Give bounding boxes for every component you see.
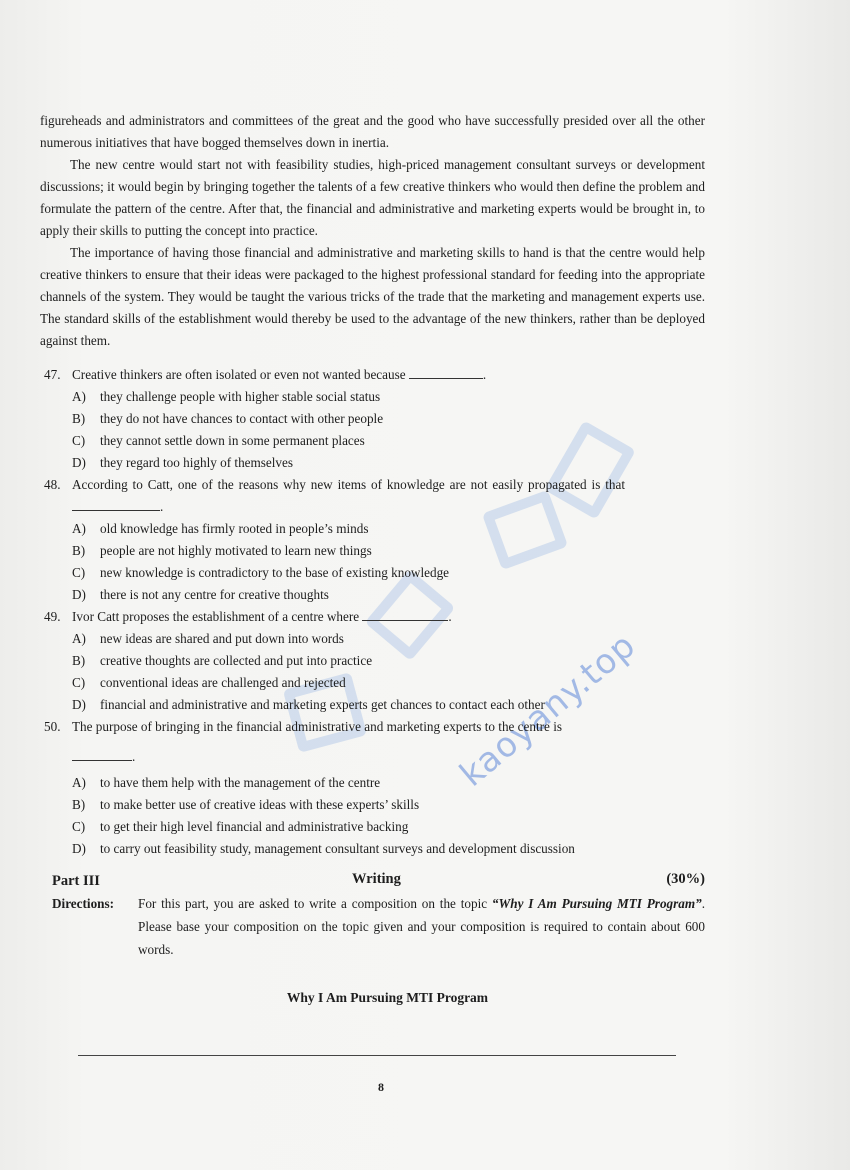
part-label: Part III [52, 873, 100, 889]
reading-passage [40, 110, 705, 352]
option-d: D) to carry out feasibility study, management consultant surveys and development discussion [72, 841, 575, 856]
answer-blank [72, 746, 132, 761]
option-a: A) they challenge people with higher stable social status [72, 389, 381, 404]
question-stem: 48. According to Catt, one of the reasons why new items of knowledge are not easily propagated is that . [40, 474, 705, 518]
passage-paragraph: figureheads and administrators and committees of the great and the good who have successfully presided over all the other numerous initiatives that have bogged themselves down in inertia. [40, 113, 705, 150]
option-b: B) they do not have chances to contact with other people [72, 411, 384, 426]
section-title: Writing [352, 871, 401, 887]
option-b: B) creative thoughts are collected and put into practice [72, 653, 373, 668]
option-b: B) people are not highly motivated to learn new things [72, 543, 372, 558]
page-number: 8 [378, 1080, 384, 1094]
directions: Directions: For this part, you are asked to write a composition on the topic “Why I Am Pursuing MTI Program”. Please base your composition on the topic given and your composition is required to contain about 600 words. [52, 896, 706, 957]
answer-blank [409, 364, 483, 379]
question-stem: 50. The purpose of bringing in the financial administrative and marketing experts to the centre is . [40, 716, 705, 768]
option-d: D) there is not any centre for creative thoughts [72, 587, 329, 602]
question-number: 47. [44, 367, 61, 382]
question-50 [40, 716, 705, 860]
option-c: C) conventional ideas are challenged and rejected [72, 675, 346, 690]
question-stem: 49. Ivor Catt proposes the establishment of a centre where . [40, 606, 705, 628]
part-header [40, 868, 705, 892]
passage-paragraph: The new centre would start not with feasibility studies, high-priced management consultant surveys or development discussions; it would begin by bringing together the talents of a few creative thinkers who would then define the problem and formulate the pattern of the centre. After that, the financial and administrative and marketing experts would be brought in, to apply their skills to putting the concept into practice. [40, 157, 705, 238]
question-number: 50. [44, 719, 61, 734]
option-b: B) to make better use of creative ideas with these experts’ skills [72, 797, 420, 812]
page-content [40, 110, 705, 1009]
question-49 [40, 606, 705, 716]
question-48 [40, 474, 705, 606]
composition-title: Why I Am Pursuing MTI Program [286, 990, 489, 1005]
passage-paragraph: The importance of having those financial and administrative and marketing skills to hand is that the centre would help creative thinkers to ensure that their ideas were packaged to the highest professional standard for feeding into the appropriate channels of the system. They would be taught the various tricks of the trade that the marketing and management experts use. The standard skills of the establishment would thereby be used to the advantage of the new thinkers, rather than be deployed against them. [40, 245, 705, 348]
option-a: A) old knowledge has firmly rooted in people’s minds [72, 521, 369, 536]
option-a: A) new ideas are shared and put down into words [72, 631, 344, 646]
question-47 [40, 364, 705, 474]
option-a: A) to have them help with the management of the centre [72, 775, 381, 790]
question-stem: 47. Creative thinkers are often isolated or even not wanted because . [40, 364, 705, 386]
option-d: D) they regard too highly of themselves [72, 455, 294, 470]
watermark-text: kaoyany.top [452, 625, 644, 795]
option-c: C) to get their high level financial and administrative backing [72, 819, 409, 834]
option-d: D) financial and administrative and marketing experts get chances to contact each other [72, 697, 545, 712]
question-number: 49. [44, 609, 61, 624]
answer-blank [72, 496, 160, 511]
section-score: (30%) [666, 871, 705, 887]
option-c: C) new knowledge is contradictory to the base of existing knowledge [72, 565, 450, 580]
directions-label: Directions [52, 896, 110, 911]
question-number: 48. [44, 477, 61, 492]
answer-blank [362, 606, 448, 621]
option-c: C) they cannot settle down in some permanent places [72, 433, 365, 448]
writing-line [78, 1055, 676, 1056]
topic-emphasis: “Why I Am Pursuing MTI Program” [491, 896, 702, 911]
